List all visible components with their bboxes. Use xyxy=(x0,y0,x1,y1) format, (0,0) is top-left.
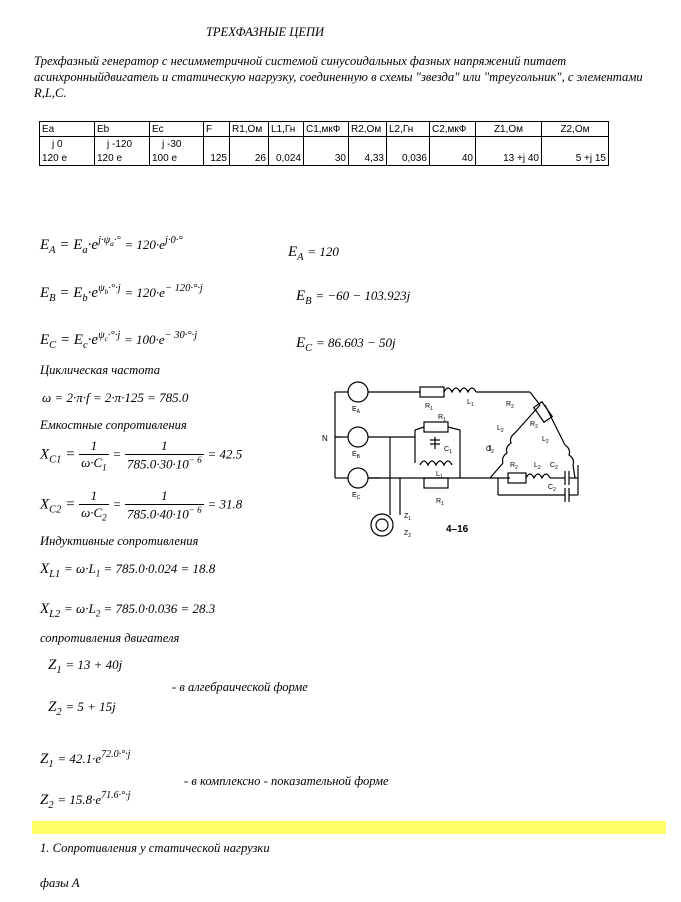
page-title: ТРЕХФАЗНЫЕ ЦЕПИ xyxy=(205,25,325,39)
table-header-cell: Z2,Ом xyxy=(542,122,609,137)
intro-paragraph: Трехфазный генератор с несимметричной системой синусоидальных фазных напряжений питает асинхронныйдвигатель и статическую нагрузку, соединенную в схемы "звезда" или "треугольник", с элементами R,L,C. xyxy=(34,54,643,100)
figure-number: 4–16 xyxy=(446,524,469,535)
label-c2a: $C_2$ xyxy=(486,446,494,455)
resistor-r1a xyxy=(420,387,444,397)
label-motor: сопротивления двигателя xyxy=(40,631,180,645)
table-cell xyxy=(304,137,349,152)
label-l1a: $L_1$ xyxy=(467,399,474,408)
equation-xl1: $X_{L1} = \omega\cdot L_1 = 785.0\cdot 0.024 = 18.8$ xyxy=(40,561,216,580)
label-exponential: - в комплексно - показательной форме xyxy=(184,774,389,788)
table-cell: j -30 xyxy=(150,137,204,152)
table-row xyxy=(40,151,609,166)
equation-xl2: $X_{L2} = \omega\cdot L_2 = 785.0\cdot 0.036 = 28.3$ xyxy=(40,601,216,620)
inductor-l2b xyxy=(565,445,574,465)
table-header-cell: L2,Гн xyxy=(387,122,430,137)
table-header-cell: Eb xyxy=(95,122,150,137)
parameters-table xyxy=(39,121,609,166)
label-r2c: $R_2$ xyxy=(510,462,518,471)
equation-z1-alg: $Z_1 = 13 + 40j$ xyxy=(48,657,123,676)
source-ec xyxy=(348,468,368,488)
table-header-cell: F xyxy=(204,122,230,137)
table-cell xyxy=(542,137,609,152)
table-cell: 30 xyxy=(304,151,349,166)
label-c2c: $C_2$ xyxy=(548,484,556,493)
label-r2b: $R_2$ xyxy=(530,421,538,430)
label-c2b: $C_2$ xyxy=(550,462,558,471)
label-l1b: $L_1$ xyxy=(436,471,443,480)
label-z1: $Z_1$ xyxy=(404,513,412,522)
motor xyxy=(371,514,393,536)
label-r2a: $R_2$ xyxy=(506,401,514,410)
equation-xc1: $X_{C1}$ = $\frac{1}{\omega\cdot C_1}$ = $\frac{1}{785.0\cdot 30\cdot 10^{- 6}}$ = 42.5 xyxy=(40,438,243,473)
table-cell xyxy=(230,137,269,152)
table-cell: j -120 xyxy=(95,137,150,152)
table-header-cell: C2,мкФ xyxy=(430,122,476,137)
resistor-r2c xyxy=(508,473,526,483)
equation-xc2: $X_{C2}$ = $\frac{1}{\omega\cdot C_2}$ = $\frac{1}{785.0\cdot 40\cdot 10^{- 6}}$ = 31.8 xyxy=(40,488,243,523)
table-cell: 0,036 xyxy=(387,151,430,166)
label-inductive: Индуктивные сопротивления xyxy=(40,534,199,548)
table-header-cell: Ec xyxy=(150,122,204,137)
table-cell: 4,33 xyxy=(349,151,387,166)
label-r1b: $R_1$ xyxy=(438,414,446,423)
table-cell: 120 e xyxy=(95,151,150,166)
table-header-cell: Z1,Ом xyxy=(476,122,542,137)
table-header-cell: C1,мкФ xyxy=(304,122,349,137)
table-cell: 26 xyxy=(230,151,269,166)
equation-ea: $E_A = E_a\cdot e^{j\cdot\psi_a\cdot^\circ} = 120\cdot e^{j\cdot 0\cdot^\circ}$ xyxy=(40,235,183,256)
label-r1c: $R_1$ xyxy=(436,498,444,507)
table-cell: 5 +j 15 xyxy=(542,151,609,166)
equation-z2-alg: $Z_2 = 5 + 15j$ xyxy=(48,699,116,718)
label-l2b: $L_2$ xyxy=(542,436,549,445)
table-cell xyxy=(476,137,542,152)
table-header-row xyxy=(40,122,609,137)
result-ec: $E_C = 86.603 - 50j$ xyxy=(296,335,396,354)
table-header-cell: R1,Ом xyxy=(230,122,269,137)
equation-z2-exp: $Z_2 = 15.8\cdot e^{71.6\cdot^\circ\cdot j}$ xyxy=(40,790,131,811)
resistor-r1c xyxy=(424,478,448,488)
label-eb: $E_B$ xyxy=(352,451,361,460)
label-capacitive: Емкостные сопротивления xyxy=(40,418,187,432)
label-ea: $E_A$ xyxy=(352,406,361,415)
section-heading: 1. Сопротивления у статической нагрузки xyxy=(40,841,270,855)
label-r1a: $R_1$ xyxy=(425,403,433,412)
source-eb xyxy=(348,427,368,447)
label-neutral: N xyxy=(322,434,328,443)
inductor-l1a xyxy=(444,388,476,392)
result-ea: $E_A = 120$ xyxy=(288,244,339,263)
label-c1: $C_1$ xyxy=(444,446,452,455)
table-cell: 125 xyxy=(204,151,230,166)
inductor-l2c xyxy=(526,474,550,478)
table-header-cell: L1,Гн xyxy=(269,122,304,137)
equation-omega: ω = 2·π·f = 2·π·125 = 785.0 xyxy=(42,390,189,405)
circuit-diagram xyxy=(320,375,590,550)
equation-ec: $E_C = E_c\cdot e^{\psi_c\cdot^\circ\cdot j} = 100\cdot e^{- 30\cdot^\circ\cdot j}$ xyxy=(40,330,198,351)
label-l2c: $L_2$ xyxy=(534,462,541,471)
equation-z1-exp: $Z_1 = 42.1\cdot e^{72.0\cdot^\circ\cdot j}$ xyxy=(40,749,131,770)
resistor-r1b xyxy=(424,422,448,432)
table-cell xyxy=(387,137,430,152)
table-cell xyxy=(269,137,304,152)
table-cell: 0,024 xyxy=(269,151,304,166)
label-l2a: $L_2$ xyxy=(497,425,504,434)
inductor-l2a xyxy=(503,433,516,463)
label-phase-a: фазы А xyxy=(40,876,80,890)
table-cell xyxy=(430,137,476,152)
table-header-cell: R2,Ом xyxy=(349,122,387,137)
label-algebraic: - в алгебраической форме xyxy=(172,680,308,694)
table-header-cell: Ea xyxy=(40,122,95,137)
result-eb: $E_B = -60 - 103.923j$ xyxy=(296,288,411,307)
label-frequency: Циклическая частота xyxy=(40,363,161,377)
table-cell: 100 e xyxy=(150,151,204,166)
table-cell: 120 e xyxy=(40,151,95,166)
table-row xyxy=(40,137,609,152)
equation-eb: $E_B = E_b\cdot e^{\psi_b\cdot^\circ\cdot j} = 120\cdot e^{- 120\cdot^\circ\cdot j}$ xyxy=(40,283,203,304)
table-cell xyxy=(349,137,387,152)
table-cell: 40 xyxy=(430,151,476,166)
label-z2: $Z_2$ xyxy=(404,530,412,539)
highlight-bar xyxy=(32,821,666,834)
resistor-r2a xyxy=(534,402,553,422)
source-ea xyxy=(348,382,368,402)
table-cell xyxy=(204,137,230,152)
inductor-l1b xyxy=(420,461,452,465)
label-ec: $E_C$ xyxy=(352,492,361,501)
table-cell: j 0 xyxy=(40,137,95,152)
table-cell: 13 +j 40 xyxy=(476,151,542,166)
